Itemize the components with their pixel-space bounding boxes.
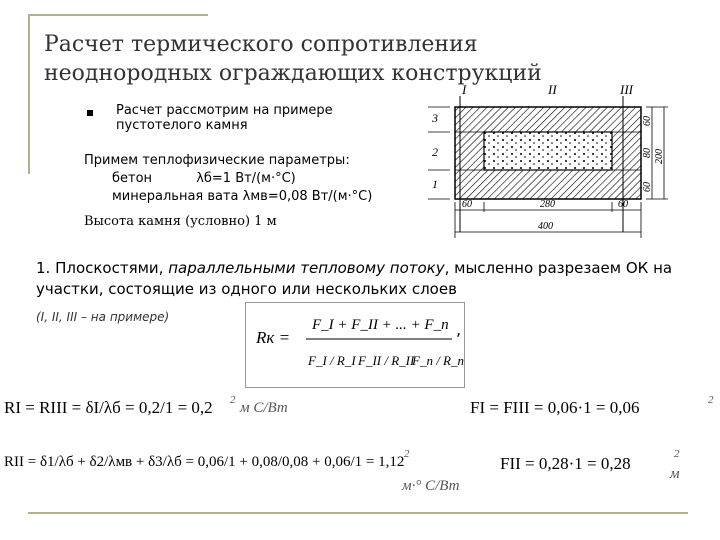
dim-right-total: 200 bbox=[654, 149, 665, 164]
formula-lhs: Rк = bbox=[256, 328, 291, 347]
formula-comma: , bbox=[456, 320, 462, 339]
params-block bbox=[84, 152, 372, 206]
zone-label-3: III bbox=[620, 82, 633, 97]
equation-r2-unit: м·° С/Вт bbox=[402, 478, 460, 494]
formula-numerator: F_I + F_II + ... + F_n bbox=[312, 317, 449, 333]
zone-label-2: II bbox=[548, 82, 557, 97]
equation-r1: RI = RIII = δI/λб = 0,2/1 = 0,2 bbox=[4, 398, 213, 417]
formula-den-2: F_II / R_II bbox=[358, 353, 415, 368]
dim-bottom-left: 60 bbox=[462, 199, 472, 210]
param-wool-value: λмв=0,08 Вт/(м·°С) bbox=[242, 189, 373, 204]
equation-r2: RII = δ1/λб + δ2/λмв + δ3/λб = 0,06/1 + 0,08/0,08 + 0,06/1 = 1,12 bbox=[4, 454, 405, 470]
dim-bottom-right: 60 bbox=[618, 199, 628, 210]
mineral-wool-fill bbox=[484, 132, 612, 170]
layer-label-1: 1 bbox=[432, 177, 438, 191]
example-note: (I, II, III – на примере) bbox=[36, 310, 170, 324]
equation-f2-unit: м bbox=[670, 466, 680, 482]
bullet-marker bbox=[87, 110, 93, 116]
step-1-text: 1. Плоскостями, параллельными тепловому потоку, мысленно разрезаем ОК на участки, состоящие из одного или нескольких слоев bbox=[36, 259, 673, 298]
dim-bottom-total: 400 bbox=[538, 221, 553, 232]
layer-label-2: 2 bbox=[432, 145, 438, 159]
dim-bottom-mid: 280 bbox=[540, 199, 555, 210]
formula-main-box bbox=[245, 302, 465, 388]
equation-f1: FI = FIII = 0,06·1 = 0,06 bbox=[470, 398, 640, 417]
equation-f2-sup: 2 bbox=[674, 448, 680, 460]
height-note: Высота камня (условно) 1 м bbox=[84, 214, 277, 229]
formula-den-1: F_I / R_I bbox=[308, 353, 356, 368]
param-concrete-value: λб=1 Вт/(м·°С) bbox=[196, 171, 296, 186]
equation-f2: FII = 0,28·1 = 0,28 bbox=[500, 454, 631, 473]
param-concrete-label: бетон bbox=[112, 171, 153, 186]
equation-f1-sup: 2 bbox=[708, 394, 714, 406]
stone-section-diagram bbox=[420, 82, 672, 242]
equation-r1-unit: м С/Вт bbox=[240, 400, 288, 416]
param-concrete bbox=[84, 170, 372, 188]
slide-frame-bottom bbox=[28, 512, 688, 514]
equation-r2-sup: 2 bbox=[404, 448, 410, 460]
slide-title: Расчет термического сопротивления неоднородных ограждающих конструкций bbox=[44, 32, 542, 86]
formula-den-3: F_n / R_n bbox=[412, 353, 464, 368]
param-wool bbox=[84, 188, 372, 206]
dim-right-mid: 80 bbox=[642, 148, 653, 158]
slide-frame-left bbox=[28, 14, 30, 174]
equation-r1-sup: 2 bbox=[230, 394, 236, 406]
layer-label-3: 3 bbox=[432, 111, 438, 125]
formula-main bbox=[246, 303, 464, 387]
param-wool-label: минеральная вата bbox=[112, 189, 239, 204]
dim-right-top: 60 bbox=[642, 116, 653, 126]
slide-frame-top bbox=[28, 14, 208, 16]
params-heading: Примем теплофизические параметры: bbox=[84, 153, 350, 168]
dim-right-bottom: 60 bbox=[642, 182, 653, 192]
bullet-text: Расчет рассмотрим на примере пустотелого камня bbox=[116, 103, 333, 133]
zone-label-1: I bbox=[462, 82, 467, 97]
